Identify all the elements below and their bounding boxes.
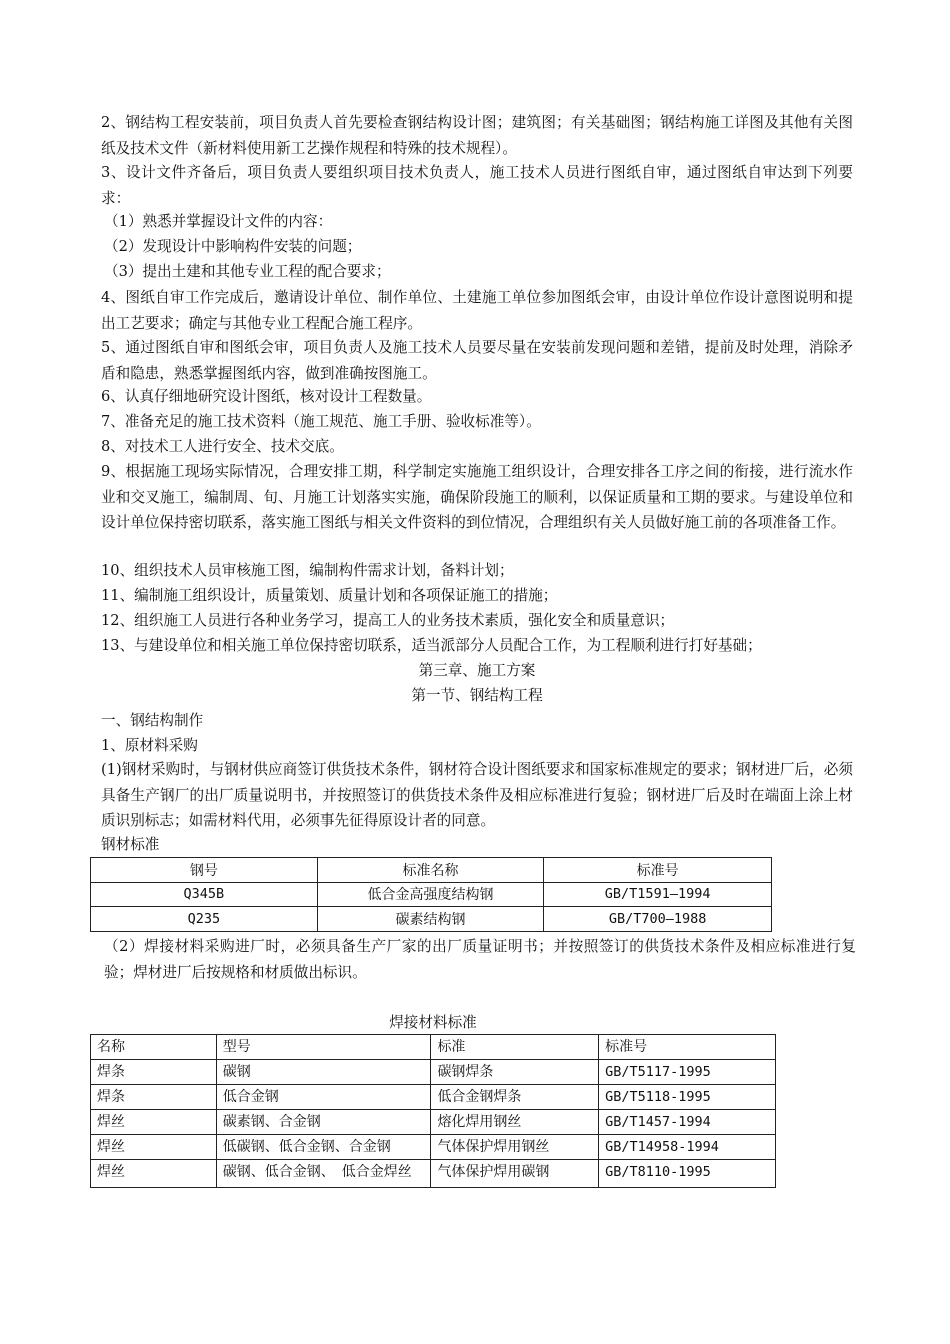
table-cell: GB/T700—1988 (544, 907, 772, 932)
paragraph-12: 12、组织施工人员进行各种业务学习，提高工人的业务技术素质，强化安全和质量意识； (101, 612, 675, 629)
table-cell: GB/T5118-1995 (599, 1085, 776, 1110)
paragraph-13: 13、与建设单位和相关施工单位保持密切联系，适当派部分人员配合工作，为工程顺利进行打好基础； (101, 637, 762, 654)
table-cell: 低合金钢焊条 (431, 1085, 599, 1110)
table-row (91, 1110, 776, 1135)
table-cell: GB/T1457-1994 (599, 1110, 776, 1135)
table-row (91, 1085, 776, 1110)
list-item-3: （3）提出土建和其他专业工程的配合要求； (104, 263, 391, 280)
table-cell: 气体保护焊用钢丝 (431, 1135, 599, 1160)
table-cell: 碳钢、低合金钢、 低合金焊丝 (216, 1160, 431, 1188)
table-cell: 碳钢 (216, 1060, 431, 1085)
table-cell: 焊丝 (91, 1110, 217, 1135)
table-cell: 碳素结构钢 (317, 907, 544, 932)
table-cell: 焊丝 (91, 1160, 217, 1188)
table-cell: 低合金钢 (216, 1085, 431, 1110)
header-cell: 标准 (431, 1035, 599, 1060)
table-cell: 焊丝 (91, 1135, 217, 1160)
table-cell: 气体保护焊用碳钢 (431, 1160, 599, 1188)
paragraph-steel-procurement: (1)钢材采购时，与钢材供应商签订供货技术条件，钢材符合设计图纸要求和国家标准规定的要求；钢材进厂后，必须具备生产钢厂的出厂质量说明书，并按照签订的供货技术条件及相应标准进行复验；钢材进厂后及时在端面上涂上材质识别标志；如需材料代用，必须事先征得原设计者的同意。 (101, 761, 853, 829)
table-row (91, 882, 772, 907)
table-cell: 焊条 (91, 1085, 217, 1110)
table-row (91, 907, 772, 932)
steel-standard-table (90, 857, 772, 932)
weld-table-caption: 焊接材料标准 (389, 1014, 477, 1031)
header-cell: 钢号 (91, 858, 318, 883)
table-cell: 碳素钢、合金钢 (216, 1110, 431, 1135)
table-row (91, 1060, 776, 1085)
header-cell: 型号 (216, 1035, 431, 1060)
table-cell: GB/T14958-1994 (599, 1135, 776, 1160)
table-cell: 碳钢焊条 (431, 1060, 599, 1085)
paragraph-9: 9、根据施工现场实际情况，合理安排工期，科学制定实施施工组织设计，合理安排各工序之间的衔接，进行流水作业和交叉施工，编制周、旬、月施工计划落实实施，确保阶段施工的顺利，以保证质量和工期的要求。与建设单位和设计单位保持密切联系，落实施工图纸与相关文件资料的到位情况，合理组织有关人员做好施工前的各项准备工作。 (101, 463, 853, 531)
table-cell: Q345B (91, 882, 318, 907)
table-header-row (91, 858, 772, 883)
header-cell: 标准号 (599, 1035, 776, 1060)
list-item-2: （2）发现设计中影响构件安装的问题； (104, 238, 362, 255)
chapter-title: 第三章、施工方案 (418, 662, 536, 679)
steel-table-caption: 钢材标准 (101, 836, 160, 853)
table-cell: Q235 (91, 907, 318, 932)
table-cell: 低碳钢、低合金钢、合金钢 (216, 1135, 431, 1160)
table-row (91, 1135, 776, 1160)
paragraph-5: 5、通过图纸自审和图纸会审，项目负责人及施工技术人员要尽量在安装前发现问题和差错，提前及时处理，消除矛盾和隐患，熟悉掌握图纸内容，做到准确按图施工。 (101, 339, 853, 382)
paragraph-6: 6、认真仔细地研究设计图纸，核对设计工程数量。 (101, 388, 432, 405)
subheading-fabrication: 一、钢结构制作 (101, 712, 204, 729)
header-cell: 标准名称 (317, 858, 544, 883)
table-header-row (91, 1035, 776, 1060)
section-title: 第一节、钢结构工程 (411, 687, 543, 704)
welding-material-table (90, 1034, 776, 1188)
table-cell: GB/T1591—1994 (544, 882, 772, 907)
paragraph-4: 4、图纸自审工作完成后，邀请设计单位、制作单位、土建施工单位参加图纸会审，由设计单位作设计意图说明和提出工艺要求；确定与其他专业工程配合施工程序。 (101, 289, 853, 332)
table-cell: 焊条 (91, 1060, 217, 1085)
table-row (91, 1160, 776, 1188)
paragraph-11: 11、编制施工组织设计，质量策划、质量计划和各项保证施工的措施； (101, 587, 558, 604)
table-cell: GB/T8110-1995 (599, 1160, 776, 1188)
paragraph-8: 8、对技术工人进行安全、技术交底。 (101, 438, 344, 455)
table-cell: 低合金高强度结构钢 (317, 882, 544, 907)
paragraph-7: 7、准备充足的施工技术资料（施工规范、施工手册、验收标准等）。 (101, 413, 541, 430)
paragraph-3: 3、设计文件齐备后，项目负责人要组织项目技术负责人，施工技术人员进行图纸自审，通过图纸自审达到下列要求： (101, 164, 853, 207)
paragraph-2: 2、钢结构工程安装前，项目负责人首先要检查钢结构设计图；建筑图；有关基础图；钢结构施工详图及其他有关图纸及技术文件（新材料使用新工艺操作规程和特殊的技术规程）。 (101, 114, 853, 157)
header-cell: 标准号 (544, 858, 772, 883)
header-cell: 名称 (91, 1035, 217, 1060)
table-cell: GB/T5117-1995 (599, 1060, 776, 1085)
subheading-procurement: 1、原材料采购 (101, 737, 198, 754)
table-cell: 熔化焊用钢丝 (431, 1110, 599, 1135)
list-item-1: （1）熟悉并掌握设计文件的内容： (104, 213, 333, 230)
paragraph-weld-procurement: （2）焊接材料采购进厂时，必须具备生产厂家的出厂质量证明书；并按照签订的供货技术条件及相应标准进行复验；焊材进厂后按规格和材质做出标识。 (104, 938, 856, 981)
paragraph-10: 10、组织技术人员审核施工图，编制构件需求计划，备料计划； (101, 562, 514, 579)
